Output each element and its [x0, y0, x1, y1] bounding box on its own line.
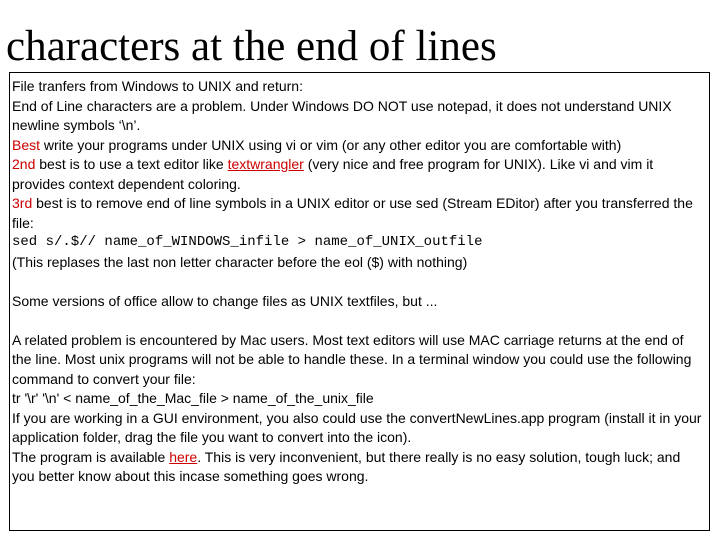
sed-command: sed s/.$// name_of_WINDOWS_infile > name_of_UNIX_outfile	[12, 234, 483, 250]
tr-command: tr '\r' '\n' < name_of_the_Mac_file > name_of_the_unix_file	[12, 390, 374, 406]
avail-text-post: . This is very inconvenient, but there really is no easy solution, tough luck; and you better know about this incase something goes wrong.	[12, 448, 681, 484]
line-second-best	[12, 155, 702, 194]
mac-problem: A related problem is encountered by Mac users. Most text editors will use MAC carriage returns at the end of the line. Most unix programs will not be able to handle these. In a terminal window you could use the following command to convert your file:	[12, 331, 692, 387]
content-body	[12, 77, 702, 487]
best-text: write your programs under UNIX using vi or vim (or any other editor you are comfortable with)	[40, 136, 622, 153]
slide-title: characters at the end of lines	[6, 23, 497, 70]
textwrangler-link[interactable]: textwrangler	[227, 156, 304, 172]
spacer	[12, 272, 702, 292]
sed-note: (This replases the last non letter character before the eol ($) with nothing)	[12, 253, 468, 270]
second-text-pre: best is to use a text editor like	[35, 156, 228, 172]
here-link[interactable]: here	[169, 448, 198, 465]
second-text-post: (very nice and free program for UNIX). Like vi and vim it provides context dependent coloring.	[12, 156, 654, 192]
gui-note: If you are working in a GUI environment, you also could use the convertNewLines.app program (install it in your application folder, drag the file you want to convert into the icon).	[12, 409, 702, 445]
third-text: best is to remove end of line symbols in a UNIX editor or use sed (Stream EDitor) after you transferred the file:	[12, 195, 693, 231]
line-eol-problem: End of Line characters are a problem. Under Windows DO NOT use notepad, it does not understand UNIX newline symbols ‘\n’.	[12, 97, 672, 133]
third-label: 3rd	[12, 195, 33, 211]
line-intro: File tranfers from Windows to UNIX and return:	[12, 78, 303, 94]
second-label: 2nd	[12, 156, 36, 172]
line-best	[12, 136, 702, 156]
avail-text-pre: The program is available	[12, 448, 170, 465]
office-note: Some versions of office allow to change files as UNIX textfiles, but ...	[12, 292, 438, 309]
availability-note	[12, 448, 702, 487]
best-label: Best	[12, 136, 41, 153]
line-third-best	[12, 194, 702, 233]
spacer	[12, 311, 702, 331]
